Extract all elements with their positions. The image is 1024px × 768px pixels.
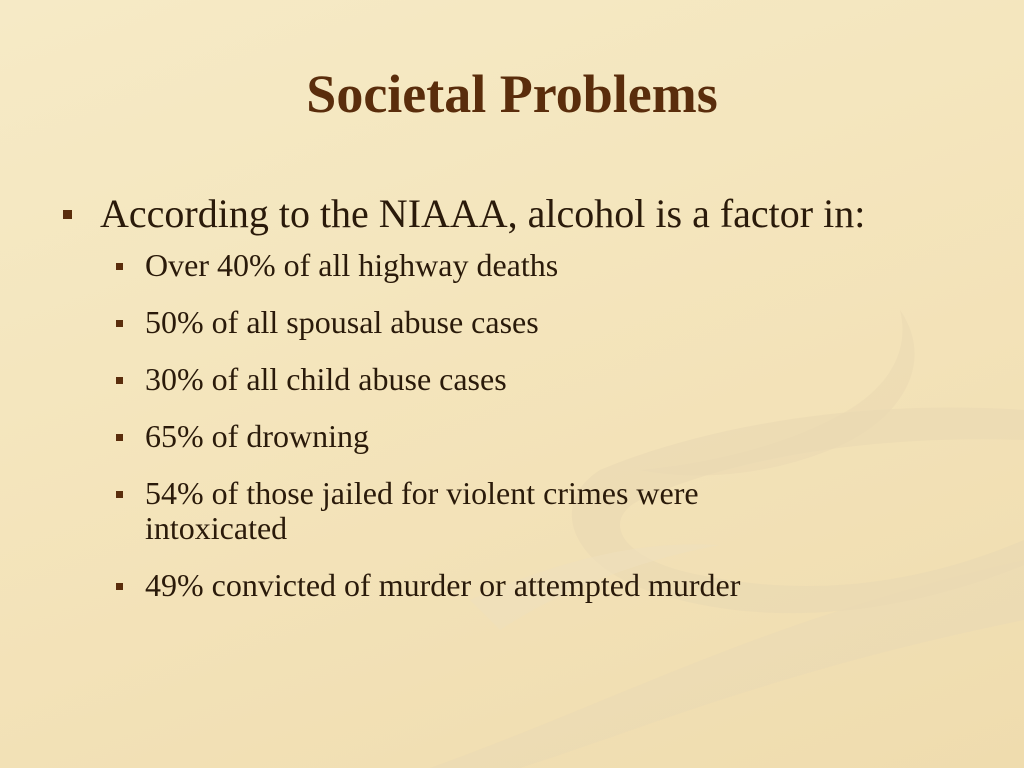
sub-bullet-text: 50% of all spousal abuse cases <box>145 304 539 340</box>
slide-title: Societal Problems <box>306 64 718 124</box>
sub-bullet-item <box>60 419 785 454</box>
square-bullet-icon <box>116 434 123 441</box>
sub-bullet-item <box>60 362 785 397</box>
square-bullet-icon <box>116 583 123 590</box>
slide-body <box>60 188 960 625</box>
square-bullet-icon <box>116 377 123 384</box>
sub-bullet-text: 49% convicted of murder or attempted murder <box>145 567 741 603</box>
sub-bullet-text: 54% of those jailed for violent crimes were intoxicated <box>145 475 699 546</box>
sub-bullet-item <box>60 305 785 340</box>
sub-bullet-item <box>60 568 785 603</box>
square-bullet-icon <box>116 263 123 270</box>
square-bullet-icon <box>63 210 72 219</box>
sub-bullet-text: 65% of drowning <box>145 418 369 454</box>
square-bullet-icon <box>116 491 123 498</box>
sub-bullet-text: Over 40% of all highway deaths <box>145 247 559 283</box>
main-bullet-text: According to the NIAAA, alcohol is a factor in: <box>100 191 866 236</box>
sub-bullet-text: 30% of all child abuse cases <box>145 361 507 397</box>
main-bullet-item <box>60 188 960 240</box>
sub-bullet-list <box>60 248 960 603</box>
sub-bullet-item <box>60 476 785 546</box>
sub-bullet-item <box>60 248 785 283</box>
square-bullet-icon <box>116 320 123 327</box>
